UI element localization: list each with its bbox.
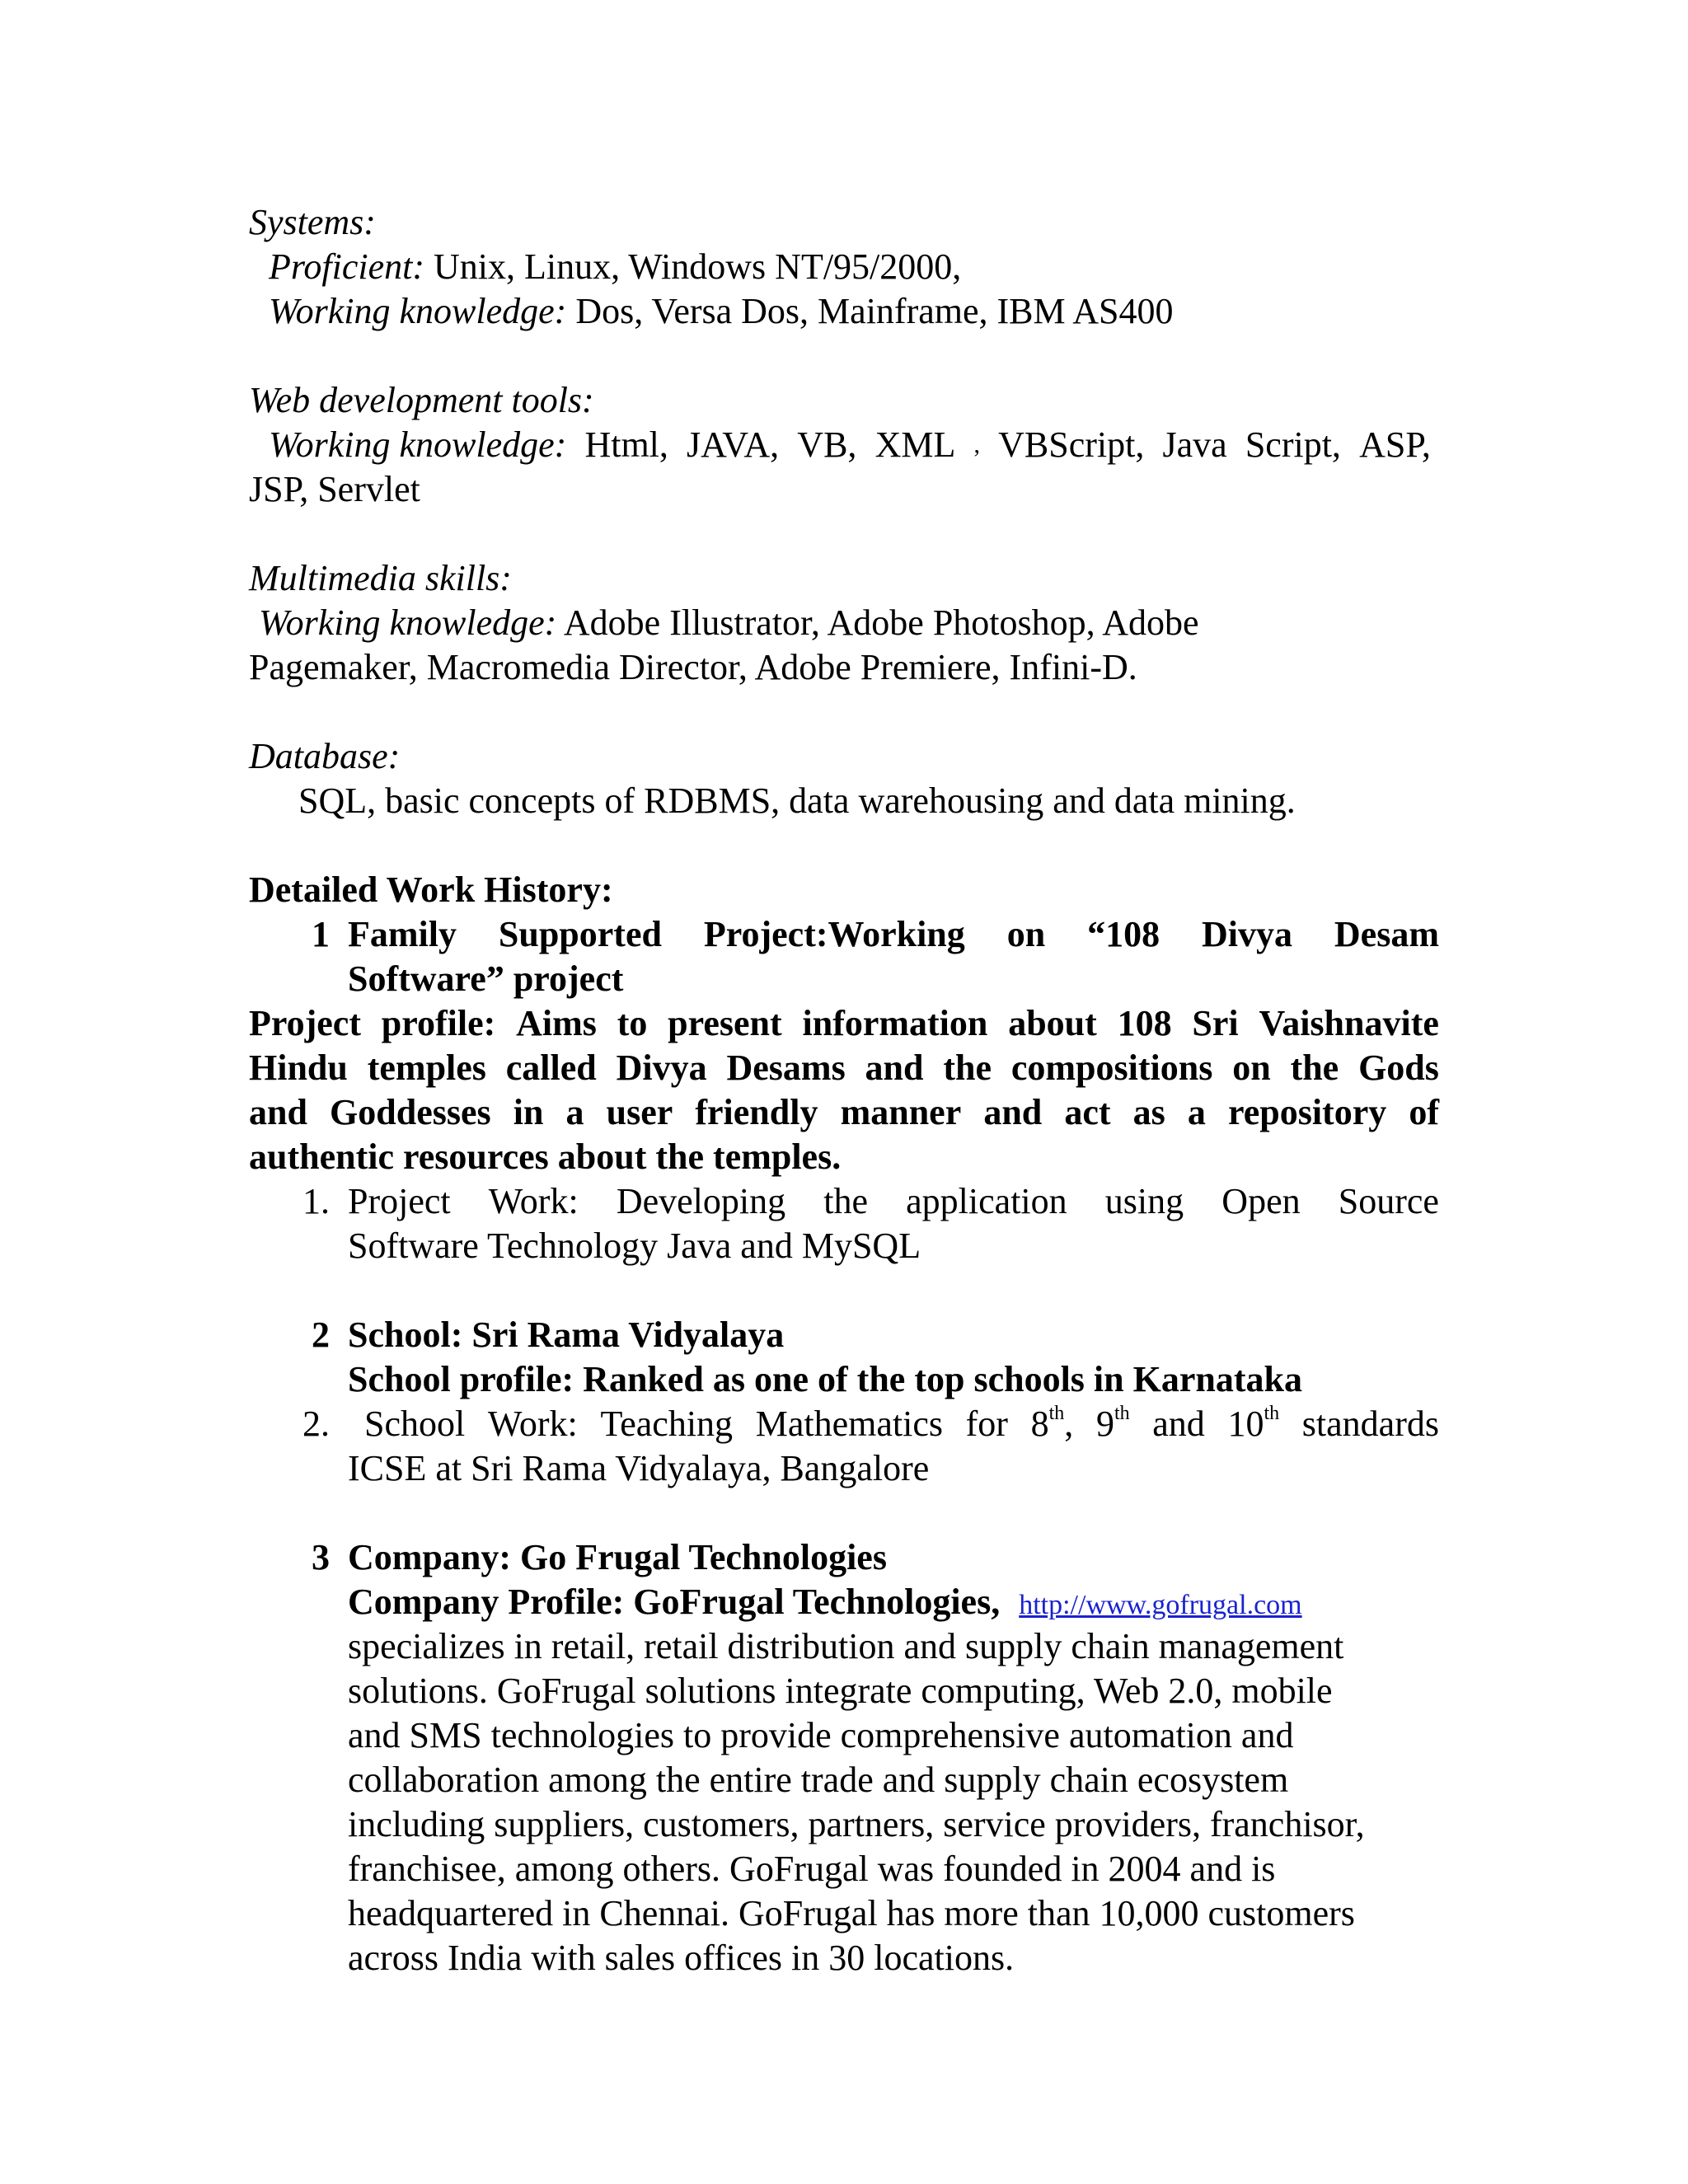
item3-company: Company: Go Frugal Technologies bbox=[348, 1537, 887, 1577]
item1-work-line2: Software Technology Java and MySQL bbox=[348, 1226, 921, 1266]
web-word: , bbox=[973, 431, 980, 458]
work-word: and bbox=[1152, 1404, 1205, 1444]
profile-word: user bbox=[606, 1092, 673, 1132]
profile-word: friendly bbox=[695, 1092, 818, 1132]
profile-word: a bbox=[1187, 1092, 1206, 1132]
multimedia-working-line bbox=[259, 601, 1199, 645]
item3-desc-line: franchisee, among others. GoFrugal was founded in 2004 and is bbox=[348, 1849, 1276, 1889]
web-word: Html, bbox=[584, 424, 668, 465]
working-value: Dos, Versa Dos, Mainframe, IBM AS400 bbox=[566, 291, 1174, 331]
work-word: Teaching bbox=[600, 1404, 734, 1444]
multimedia-value: Adobe Illustrator, Adobe Photoshop, Adobe bbox=[556, 602, 1199, 643]
work-history-heading: Detailed Work History: bbox=[249, 869, 613, 910]
grade-number: 9 bbox=[1095, 1404, 1114, 1444]
item3-desc-line: collaboration among the entire trade and supply chain ecosystem bbox=[348, 1760, 1289, 1800]
grade-9 bbox=[1096, 1402, 1130, 1446]
web-word: XML bbox=[874, 424, 956, 465]
web-working-label: Working knowledge: bbox=[269, 424, 567, 465]
profile-word: to bbox=[617, 1003, 648, 1043]
item1-work-line1 bbox=[348, 1179, 1439, 1224]
item3-desc-line: solutions. GoFrugal solutions integrate computing, Web 2.0, mobile bbox=[348, 1671, 1333, 1711]
profile-word: Project bbox=[249, 1003, 361, 1043]
profile-word: Gods bbox=[1358, 1047, 1439, 1088]
item1-title-line2: Software” project bbox=[348, 958, 624, 999]
profile-word: in bbox=[513, 1092, 544, 1132]
web-line2: JSP, Servlet bbox=[249, 469, 420, 509]
web-word: Script, bbox=[1245, 424, 1341, 465]
profile-word: called bbox=[505, 1047, 597, 1088]
web-word: VB, bbox=[797, 424, 857, 465]
ordinal-suffix: th bbox=[1114, 1403, 1130, 1425]
profile-word: information bbox=[802, 1003, 988, 1043]
profile-word: Sri bbox=[1192, 1003, 1239, 1043]
item1-profile-line bbox=[249, 1001, 1439, 1046]
item1-profile-last: authentic resources about the temples. bbox=[249, 1137, 842, 1177]
ordinal-suffix: th bbox=[1048, 1403, 1065, 1425]
item1-work-number: 1. bbox=[302, 1181, 330, 1221]
gofrugal-link[interactable]: http://www.gofrugal.com bbox=[1019, 1590, 1302, 1620]
item1-profile-line bbox=[249, 1090, 1439, 1135]
systems-proficient-line bbox=[269, 245, 961, 289]
profile-word: present bbox=[668, 1003, 782, 1043]
grade-number: 10 bbox=[1227, 1404, 1264, 1444]
profile-word: profile: bbox=[381, 1003, 496, 1043]
database-heading: Database: bbox=[249, 736, 401, 776]
item1-word: Family bbox=[348, 914, 457, 954]
item3-profile-label: Company Profile: GoFrugal Technologies, bbox=[348, 1582, 1001, 1622]
profile-word: of bbox=[1409, 1092, 1439, 1132]
work-word: Developing bbox=[616, 1181, 786, 1221]
profile-word: Hindu bbox=[249, 1047, 348, 1088]
work-word: application bbox=[906, 1181, 1067, 1221]
item1-word: Supported bbox=[498, 914, 662, 954]
profile-word: temples bbox=[367, 1047, 486, 1088]
work-word: using bbox=[1104, 1181, 1184, 1221]
item3-desc-line: across India with sales offices in 30 locations. bbox=[348, 1938, 1015, 1978]
work-word: Open bbox=[1221, 1181, 1301, 1221]
item3-desc-line: headquartered in Chennai. GoFrugal has more than 10,000 customers bbox=[348, 1893, 1355, 1933]
work-word: School bbox=[364, 1404, 466, 1444]
web-heading: Web development tools: bbox=[249, 380, 594, 420]
profile-word: Desams bbox=[726, 1047, 846, 1088]
item1-word: Desam bbox=[1334, 914, 1439, 954]
comma: , bbox=[1064, 1404, 1074, 1444]
work-word: the bbox=[823, 1181, 869, 1221]
item1-profile-line bbox=[249, 1046, 1439, 1090]
work-word: Work: bbox=[487, 1404, 578, 1444]
ordinal-suffix: th bbox=[1264, 1403, 1280, 1425]
grade-8 bbox=[1031, 1402, 1074, 1446]
profile-word: compositions bbox=[1010, 1047, 1213, 1088]
grade-number: 8 bbox=[1030, 1404, 1049, 1444]
profile-word: on bbox=[1232, 1047, 1271, 1088]
profile-word: the bbox=[1290, 1047, 1339, 1088]
item2-work-line1 bbox=[364, 1402, 1439, 1446]
item2-work-number: 2. bbox=[302, 1404, 330, 1444]
item3-desc-line: and SMS technologies to provide comprehensive automation and bbox=[348, 1715, 1294, 1755]
item1-word: on bbox=[1006, 914, 1046, 954]
systems-working-line bbox=[269, 289, 1173, 334]
profile-word: about bbox=[1008, 1003, 1097, 1043]
work-word: standards bbox=[1301, 1404, 1439, 1444]
profile-word: repository bbox=[1227, 1092, 1387, 1132]
item2-profile: School profile: Ranked as one of the top schools in Karnataka bbox=[348, 1359, 1302, 1399]
grade-10 bbox=[1227, 1402, 1279, 1446]
item3-number: 3 bbox=[312, 1537, 330, 1577]
database-line: SQL, basic concepts of RDBMS, data warehousing and data mining. bbox=[298, 780, 1296, 821]
item1-word: Divya bbox=[1201, 914, 1292, 954]
web-word: JAVA, bbox=[687, 424, 780, 465]
profile-word: Goddesses bbox=[330, 1092, 491, 1132]
multimedia-line2: Pagemaker, Macromedia Director, Adobe Premiere, Infini-D. bbox=[249, 647, 1137, 687]
profile-word: act bbox=[1064, 1092, 1111, 1132]
item2-school: School: Sri Rama Vidyalaya bbox=[348, 1315, 785, 1355]
multimedia-working-label: Working knowledge: bbox=[259, 602, 557, 643]
profile-word: a bbox=[565, 1092, 584, 1132]
working-label: Working knowledge: bbox=[269, 291, 567, 331]
proficient-value: Unix, Linux, Windows NT/95/2000, bbox=[424, 246, 962, 287]
item1-word: Project:Working bbox=[703, 914, 965, 954]
item3-desc-line: specializes in retail, retail distribution and supply chain management bbox=[348, 1626, 1344, 1666]
work-word: Work: bbox=[488, 1181, 579, 1221]
proficient-label: Proficient: bbox=[269, 246, 424, 287]
item3-profile-line bbox=[348, 1580, 1302, 1628]
profile-word: Vaishnavite bbox=[1259, 1003, 1439, 1043]
profile-word: and bbox=[249, 1092, 307, 1132]
web-word: VBScript, bbox=[998, 424, 1145, 465]
profile-word: and bbox=[983, 1092, 1043, 1132]
profile-word: and bbox=[865, 1047, 924, 1088]
item2-work-line2: ICSE at Sri Rama Vidyalaya, Bangalore bbox=[348, 1448, 930, 1488]
profile-word: 108 bbox=[1117, 1003, 1172, 1043]
web-word: ASP, bbox=[1359, 424, 1431, 465]
multimedia-heading: Multimedia skills: bbox=[249, 558, 512, 598]
profile-word: the bbox=[943, 1047, 992, 1088]
profile-word: manner bbox=[840, 1092, 962, 1132]
item1-word: “108 bbox=[1087, 914, 1160, 954]
work-word: Project bbox=[348, 1181, 451, 1221]
item2-number: 2 bbox=[312, 1315, 330, 1355]
systems-heading: Systems: bbox=[249, 202, 376, 242]
work-word: for bbox=[965, 1404, 1008, 1444]
item3-desc-line: including suppliers, customers, partners, service providers, franchisor, bbox=[348, 1804, 1365, 1844]
profile-word: Aims bbox=[516, 1003, 597, 1043]
work-word: Source bbox=[1338, 1181, 1439, 1221]
profile-word: Divya bbox=[616, 1047, 707, 1088]
work-word: Mathematics bbox=[755, 1404, 943, 1444]
profile-word: as bbox=[1132, 1092, 1165, 1132]
item1-title-line1 bbox=[348, 912, 1439, 957]
web-working-line bbox=[269, 423, 1431, 467]
web-word: Java bbox=[1162, 424, 1227, 465]
item1-number: 1 bbox=[312, 914, 330, 954]
